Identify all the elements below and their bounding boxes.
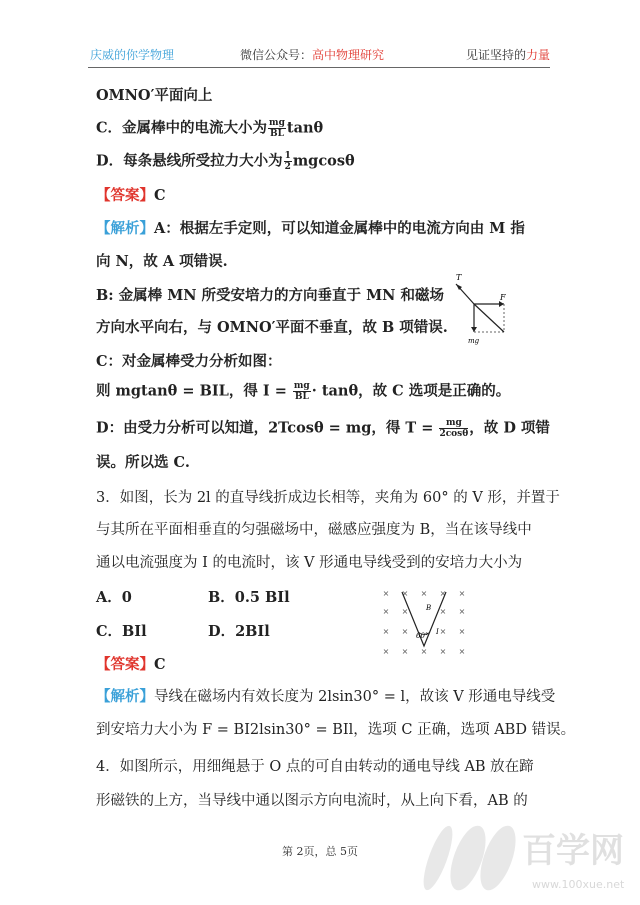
formula-line: D：由受力分析可以知道，2Tcosθ = mg，得 T = $\frac{mg}{2\cos\theta}$ ，故 D 项错: [96, 418, 550, 439]
label-angle: 60°: [416, 632, 429, 640]
header-right-prefix: 见证坚持的: [465, 48, 526, 62]
field-cross-icon: ×: [401, 589, 409, 598]
question-4-line: 形磁铁的上方，当导线中通以图示方向电流时，从上向下看，AB 的: [96, 793, 528, 809]
fraction: $\frac{mg}{2\cos\theta}$: [439, 418, 469, 439]
field-cross-icon: ×: [382, 607, 390, 616]
text-line: 误。所以选 C.: [96, 454, 190, 471]
analysis-tag: 【解析】: [96, 220, 154, 237]
field-cross-icon: ×: [420, 589, 428, 598]
fraction: $\frac{1}{2}$: [284, 151, 291, 172]
answer-value: C: [154, 187, 166, 204]
field-cross-icon: ×: [439, 647, 447, 656]
field-cross-icon: ×: [401, 607, 409, 616]
option-c-text: C．金属棒中的电流大小为: [96, 119, 268, 137]
page-footer: 第 2页，总 5页: [282, 845, 358, 858]
fraction: $\frac{mg}{BL}$: [269, 118, 285, 139]
force-diagram: [448, 270, 518, 350]
gravity-arrowhead: [471, 327, 477, 332]
label-b: B: [426, 604, 432, 612]
label-f: F: [500, 293, 506, 302]
header-right-highlight: 力量: [525, 48, 550, 62]
field-cross-icon: ×: [458, 607, 466, 616]
answer-value: C: [154, 656, 166, 673]
option-c-line: C．金属棒中的电流大小为 $\frac{mg}{BL}$ tanθ: [96, 118, 324, 139]
answer-line: [96, 186, 166, 206]
option-c: C．BIl: [96, 623, 147, 640]
field-cross-icon: ×: [458, 647, 466, 656]
formula-line: 则 mgtanθ = BIL，得 I = $\frac{mg}{BL}$ · tanθ，故 C 选项是正确的。: [96, 381, 511, 402]
watermark-url: www.100xue.net: [532, 878, 625, 891]
text-line: B: 金属棒 MN 所受安培力的方向垂直于 MN 和磁场: [96, 287, 444, 304]
watermark-logo: [410, 800, 640, 900]
field-cross-icon: ×: [382, 647, 390, 656]
text-line: 方向水平向右，与 OMNO′平面不垂直，故 B 项错误.: [96, 319, 448, 336]
field-cross-icon: ×: [420, 647, 428, 656]
field-cross-icon: ×: [439, 589, 447, 598]
fraction: $\frac{mg}{BL}$: [293, 381, 310, 402]
option-a: A．0: [96, 589, 132, 606]
header-divider: [88, 67, 550, 68]
header-right: [466, 46, 550, 63]
field-cross-icon: ×: [439, 627, 447, 636]
field-cross-icon: ×: [439, 607, 447, 616]
question-3-line: 与其所在平面相垂直的匀强磁场中，磁感应强度为 B，当在该导线中: [96, 522, 532, 538]
option-b: B．0.5 BIl: [208, 589, 290, 606]
answer-tag: 【答案】: [96, 187, 154, 204]
analysis-line: 【解析】导线在磁场内有效长度为 2lsin30° = l，故该 V 形通电导线受: [96, 688, 556, 705]
analysis-line: 【解析】A：根据左手定则，可以知道金属棒中的电流方向由 M 指: [96, 220, 525, 237]
label-mg: mg: [468, 337, 480, 345]
field-cross-icon: ×: [382, 627, 390, 636]
header-middle-highlight: 高中物理研究: [312, 48, 385, 62]
label-t: T: [456, 273, 462, 282]
analysis-tag: 【解析】: [96, 688, 154, 705]
text-line: 到安培力大小为 F = BI2lsin30° = BIl，选项 C 正确，选项 ABD 错误。: [96, 722, 576, 738]
header-middle: [240, 46, 384, 63]
field-cross-icon: ×: [401, 627, 409, 636]
text-line: 向 N，故 A 项错误.: [96, 253, 228, 270]
page-header: [90, 46, 550, 66]
field-cross-icon: ×: [401, 647, 409, 656]
field-cross-icon: ×: [458, 589, 466, 598]
question-3-line: 3．如图，长为 2l 的直导线折成边长相等，夹角为 60° 的 V 形，并置于: [96, 490, 560, 506]
option-d-text: D．每条悬线所受拉力大小为: [96, 152, 283, 170]
header-middle-prefix: 微信公众号：: [240, 48, 313, 62]
answer-tag: 【答案】: [96, 656, 154, 673]
question-3-line: 通以电流强度为 I 的电流时，该 V 形通电导线受到的安培力大小为: [96, 555, 523, 571]
option-d: D．2BIl: [208, 623, 270, 640]
field-cross-icon: ×: [382, 589, 390, 598]
label-i: I: [436, 628, 439, 636]
header-left: 庆威的你学物理: [90, 48, 175, 62]
resultant-line: [474, 304, 504, 332]
question-4-line: 4．如图所示，用细绳悬于 O 点的可自由转动的通电导线 AB 放在蹄: [96, 759, 534, 775]
v-wire-diagram: [378, 588, 478, 668]
option-d-line: D．每条悬线所受拉力大小为 $\frac{1}{2}$ mgcosθ: [96, 151, 355, 172]
answer-line: [96, 655, 166, 675]
watermark-text: 百学网: [522, 831, 624, 871]
text-line: C：对金属棒受力分析如图：: [96, 353, 282, 370]
field-cross-icon: ×: [458, 627, 466, 636]
text-line: OMNO′平面向上: [96, 87, 213, 104]
